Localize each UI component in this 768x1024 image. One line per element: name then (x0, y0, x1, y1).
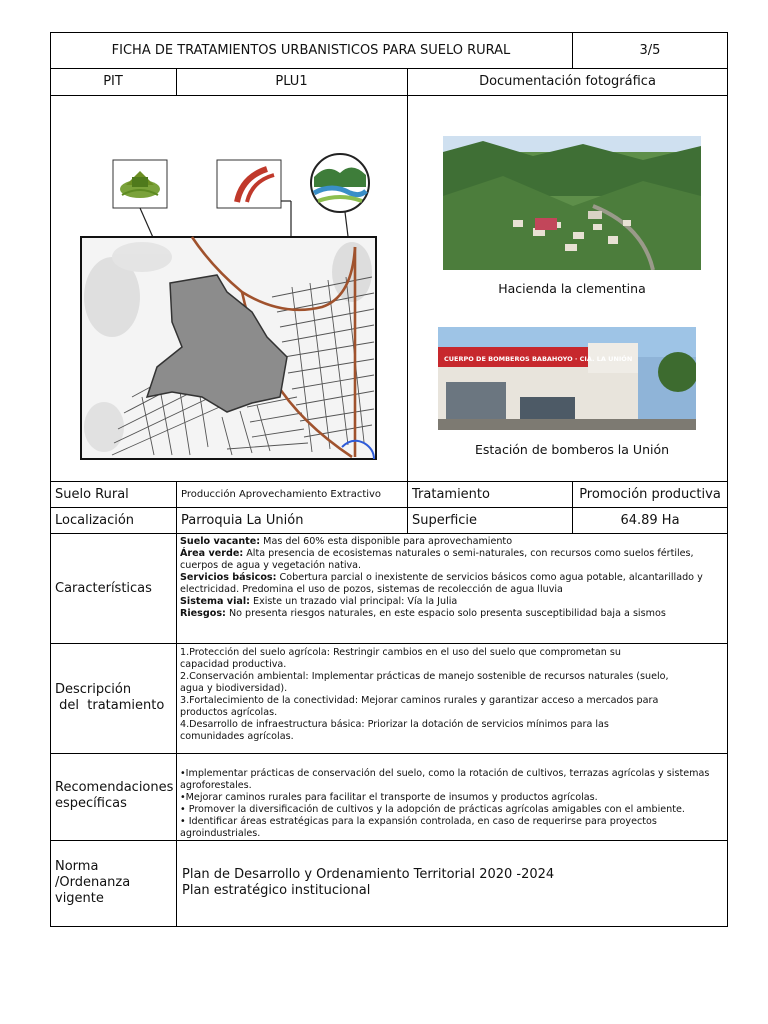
descripcion-label-line: del tratamiento (55, 698, 165, 713)
rule (50, 840, 728, 841)
rule (176, 481, 177, 927)
tratamiento-label: Tratamiento (412, 486, 490, 502)
suelo-value: Producción Aprovechamiento Extractivo (181, 488, 382, 500)
caracteristica-item: Suelo vacante: Mas del 60% esta disponible para aprovechamiento (180, 536, 513, 547)
localizacion-label: Localización (55, 512, 135, 528)
rule (50, 95, 728, 96)
station-sign: CUERPO DE BOMBEROS BABAHOYO · CIA. LA UNIÓN (444, 355, 633, 363)
photo-section-title: Documentación fotográfica (479, 74, 656, 89)
superficie-label: Superficie (412, 512, 478, 528)
caracteristica-item: Sistema vial: Existe un trazado vial principal: Vía la Julia (180, 596, 458, 607)
caracteristica-item: Servicios básicos: Cobertura parcial o inexistente de servicios básicos como agua potable, alcantarillado y electricidad. Predomina el uso de pozos, sistemas de recolección de agua lluvia (180, 572, 703, 595)
descripcion-item: 2.Conservación ambiental: Implementar prácticas de manejo sostenible de recursos naturales (suelo, agua y biodiversidad). (180, 671, 669, 694)
descripcion-label (55, 682, 175, 714)
norma-label-line: vigente (55, 891, 104, 906)
rule (50, 643, 728, 644)
pit-value: PLU1 (275, 74, 308, 89)
map-figure (52, 97, 405, 479)
recomendaciones-label (55, 780, 175, 812)
descripcion-item: 3.Fortalecimiento de la conectividad: Mejorar caminos rurales y garantizar acceso a mercados para productos agrícolas. (180, 695, 659, 718)
recomendacion-item: •Implementar prácticas de conservación del suelo, como la rotación de cultivos, terrazas agrícolas y sistemas agroforestales. (180, 768, 710, 791)
recomendaciones-list (180, 768, 720, 840)
photo-caption-2: Estación de bomberos la Unión (474, 442, 670, 457)
sheet-title: FICHA DE TRATAMIENTOS URBANISTICOS PARA SUELO RURAL (111, 42, 511, 58)
rule (407, 68, 408, 533)
norma-label-line: /Ordenanza (55, 875, 131, 890)
norma-line: Plan de Desarrollo y Ordenamiento Territorial 2020 -2024 (182, 867, 555, 882)
norma-label-line: Norma (55, 859, 99, 874)
page-number: 3/5 (639, 42, 661, 58)
river-icon (311, 154, 369, 212)
descripcion-item: 4.Desarrollo de infraestructura básica: Priorizar la dotación de servicios mínimos para las comunidades agrícolas. (180, 719, 609, 742)
localizacion-value: Parroquia La Unión (181, 512, 304, 528)
descripcion-label-line: Descripción (55, 682, 132, 697)
caracteristica-item: Riesgos: No presenta riesgos naturales, en este espacio solo presenta susceptibilidad baja a sismos (180, 608, 666, 619)
recomendaciones-label-line: específicas (55, 796, 127, 811)
descripcion-item: 1.Protección del suelo agrícola: Restringir cambios en el uso del suelo que comprometan su capacidad productiva. (180, 647, 621, 670)
road-icon (217, 160, 281, 208)
pit-label: PIT (103, 74, 123, 89)
descripcion-list (180, 647, 670, 743)
tratamiento-value: Promoción productiva (579, 486, 721, 502)
caracteristica-item: Área verde: Alta presencia de ecosistemas naturales o semi-naturales, con recursos como suelos fértiles, cuerpos de agua y vegetación nativa. (180, 548, 694, 571)
fire-station-photo (438, 327, 696, 430)
recomendaciones-label-line: Recomendaciones (55, 780, 174, 795)
farm-icon (113, 160, 167, 208)
recomendacion-item: • Identificar áreas estratégicas para la expansión controlada, en caso de requerirse para proyectos agroindustriales. (180, 816, 657, 839)
photo-caption-1: Hacienda la clementina (498, 281, 646, 296)
recomendacion-item: • Promover la diversificación de cultivos y la adopción de prácticas agrícolas amigables con el ambiente. (180, 804, 685, 815)
rule (50, 753, 728, 754)
recomendacion-item: •Mejorar caminos rurales para facilitar el transporte de insumos y productos agrícolas. (180, 792, 598, 803)
suelo-label: Suelo Rural (55, 486, 129, 502)
map-panel (52, 97, 405, 479)
aerial-town-photo (443, 136, 701, 270)
norma-label (55, 859, 175, 907)
norma-values (182, 867, 722, 899)
superficie-value: 64.89 Ha (620, 512, 680, 528)
caracteristicas-label: Características (55, 580, 152, 596)
norma-line: Plan estratégico institucional (182, 883, 371, 898)
caracteristicas-list (180, 536, 724, 620)
